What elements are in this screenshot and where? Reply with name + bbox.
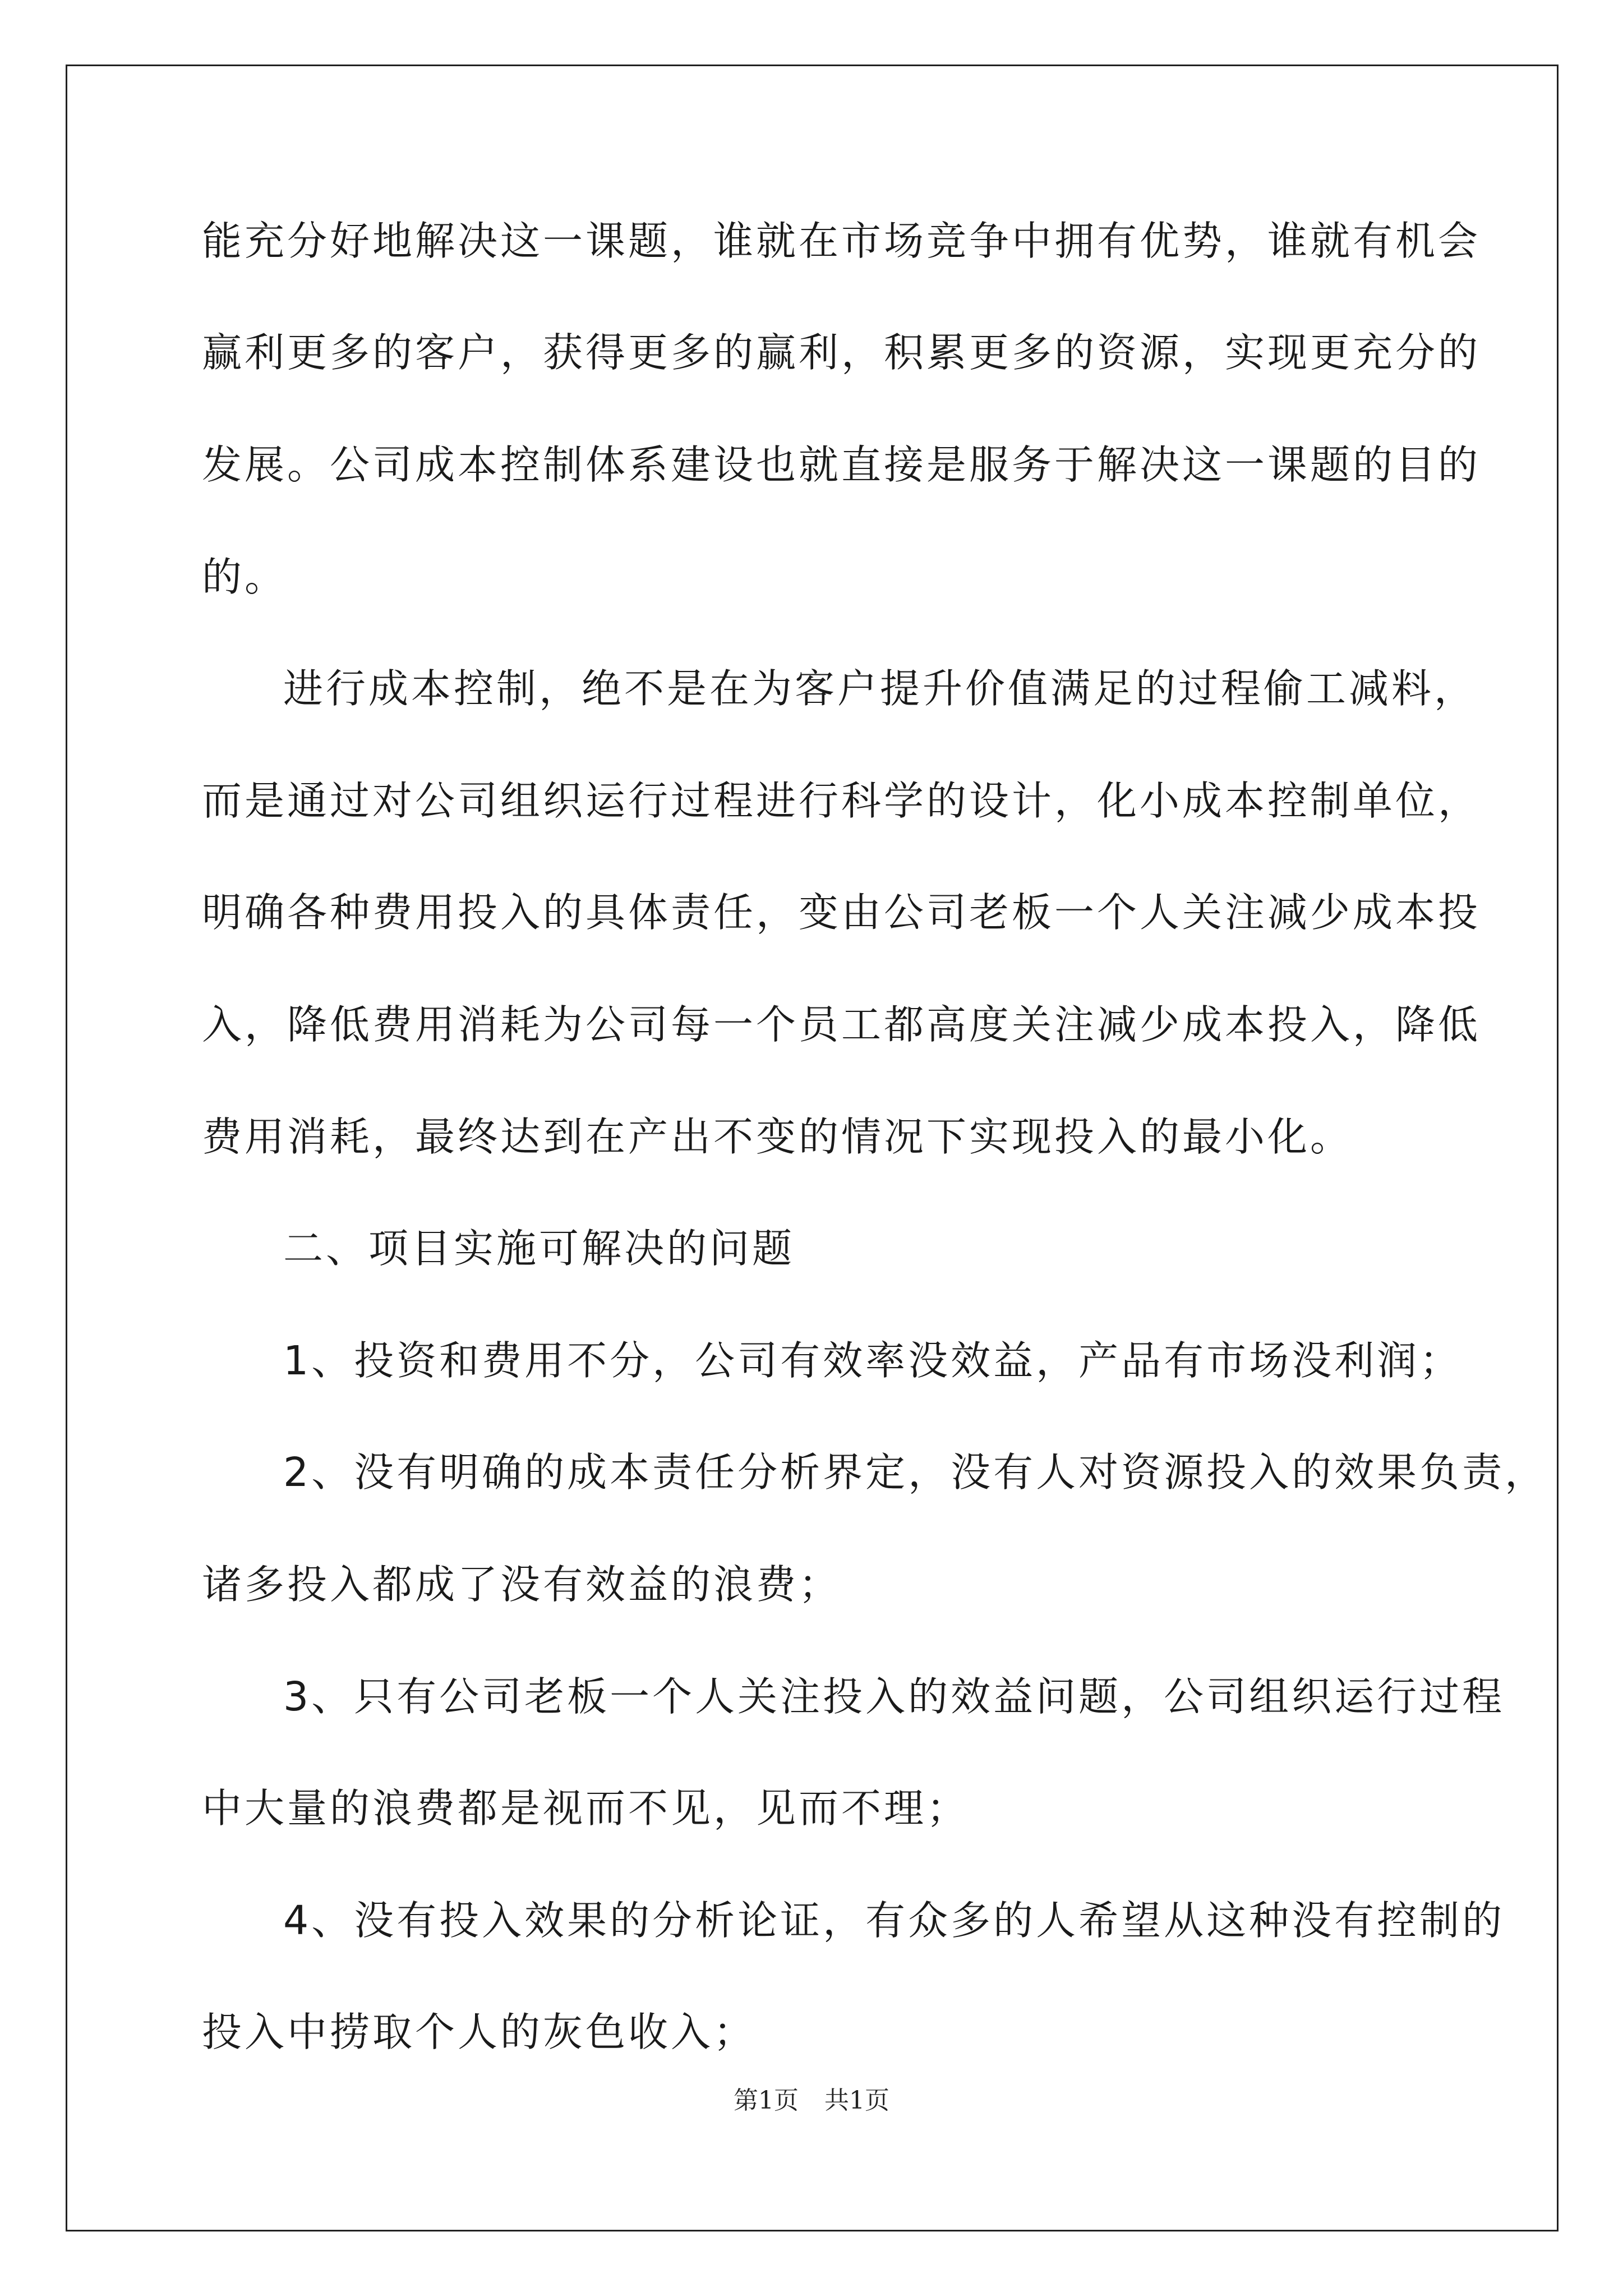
text-line: 费用消耗，最终达到在产出不变的情况下实现投入的最小化。 [202,1114,1353,1160]
text-line: 发展。公司成本控制体系建设也就直接是服务于解决这一课题的目的 [202,441,1481,488]
list-item: 4、没有投入效果的分析论证，有众多的人希望从这种没有控制的 [283,1897,1505,1944]
page-total: 共1页 [824,2086,889,2115]
text-line: 入，降低费用消耗为公司每一个员工都高度关注减少成本投入，降低 [202,1001,1481,1048]
list-item: 1、投资和费用不分，公司有效率没效益，产品有市场没利润； [283,1337,1463,1384]
text-line: 明确各种费用投入的具体责任，变由公司老板一个人关注减少成本投 [202,889,1481,936]
list-item: 3、只有公司老板一个人关注投入的效益问题，公司组织运行过程 [283,1673,1505,1720]
section-heading: 二、项目实施可解决的问题 [283,1225,795,1272]
text-line: 诸多投入都成了没有效益的浪费； [202,1561,842,1608]
page-number: 第1页 [734,2086,799,2115]
text-line: 的。 [202,554,288,600]
text-line: 投入中捞取个人的灰色收入； [202,2009,757,2055]
text-line: 而是通过对公司组织运行过程进行科学的设计，化小成本控制单位， [202,777,1481,824]
paragraph-first-line: 进行成本控制，绝不是在为客户提升价值满足的过程偷工减料， [283,665,1477,712]
text-line: 赢利更多的客户，获得更多的赢利，积累更多的资源，实现更充分的 [202,329,1481,376]
text-line: 能充分好地解决这一课题，谁就在市场竞争中拥有优势，谁就有机会 [202,218,1481,264]
list-item: 2、没有明确的成本责任分析界定，没有人对资源投入的效果负责， [283,1449,1548,1496]
page-footer [0,2084,1623,2118]
text-line: 中大量的浪费都是视而不见，见而不理； [202,1785,970,1832]
